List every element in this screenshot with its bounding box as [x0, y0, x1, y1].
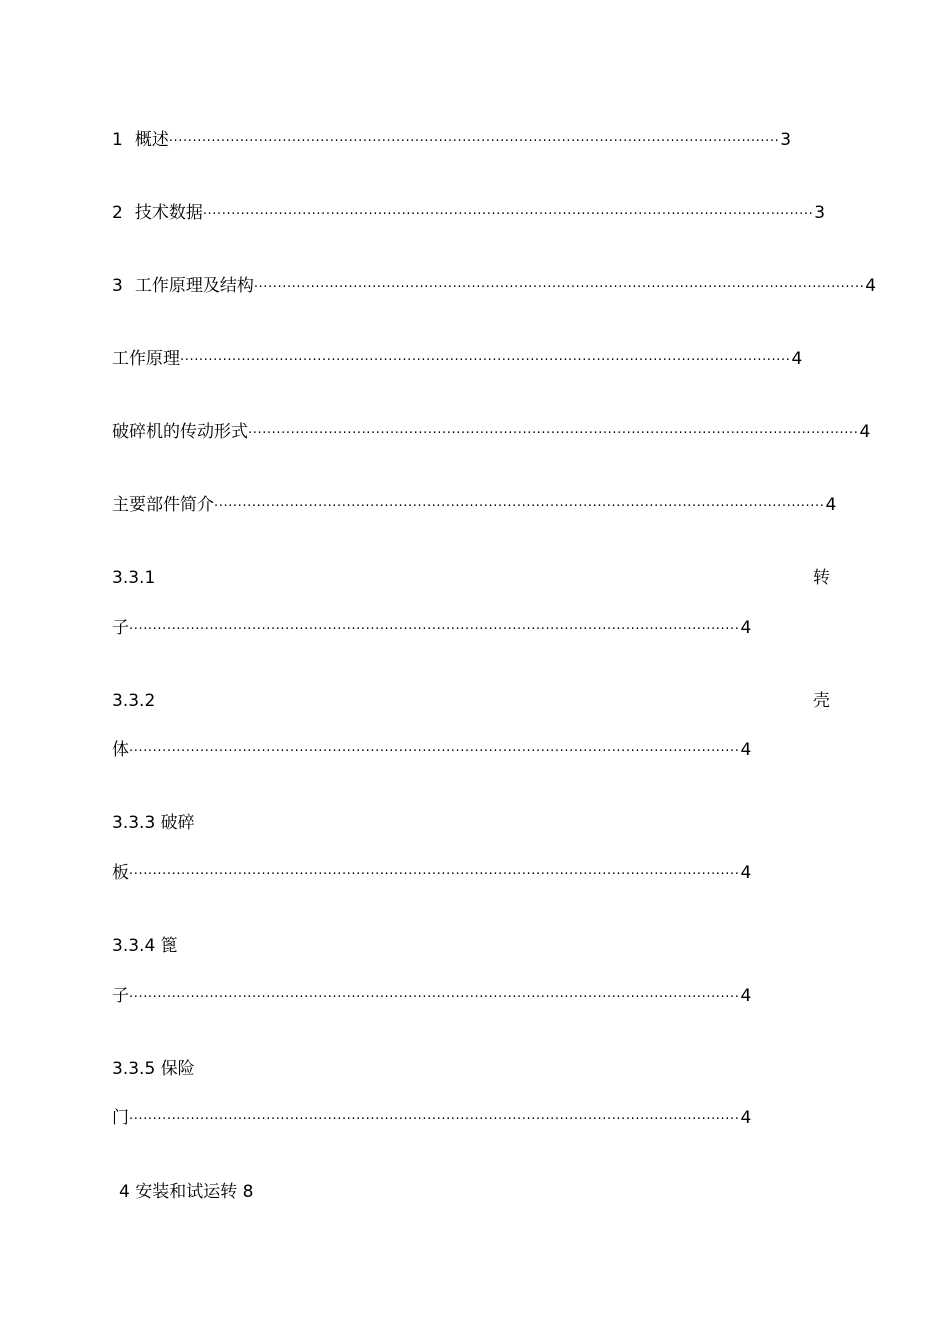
- toc-title: 子: [112, 618, 129, 638]
- toc-title: 子: [112, 986, 129, 1006]
- dot-leader: ·································································································································: [248, 426, 859, 441]
- toc-sub-title-tail: 壳: [813, 691, 830, 711]
- toc-entry-3-3-1[interactable]: [112, 616, 752, 640]
- toc-page-number: 4: [740, 740, 752, 760]
- dot-leader: ·································································································································: [129, 622, 740, 637]
- toc-entry-3-3-5[interactable]: [112, 1106, 752, 1130]
- dot-leader: ·································································································································: [180, 353, 791, 368]
- dot-leader: ·································································································································: [214, 499, 825, 514]
- dot-leader: ·································································································································: [129, 1112, 740, 1127]
- dot-leader: ·································································································································: [129, 990, 740, 1005]
- toc-number: 3: [112, 276, 123, 296]
- toc-entry-main-parts[interactable]: [112, 493, 837, 517]
- toc-page-number: 3: [780, 130, 792, 150]
- toc-title: 破碎机的传动形式: [112, 422, 248, 442]
- toc-entry-3[interactable]: [112, 274, 877, 298]
- toc-entry-transmission[interactable]: [112, 420, 871, 444]
- dot-leader: ·································································································································: [129, 867, 740, 882]
- toc-entry-1[interactable]: [112, 128, 792, 152]
- toc-sub-number: 3.3.4 篦: [112, 936, 178, 956]
- dot-leader: ·································································································································: [253, 280, 865, 295]
- toc-entry-working-principle[interactable]: [112, 347, 803, 371]
- toc-title: 主要部件简介: [112, 495, 214, 515]
- toc-sub-number: 3.3.5 保险: [112, 1059, 195, 1079]
- toc-page-number: 3: [814, 203, 826, 223]
- toc-title: 概述: [134, 130, 169, 150]
- toc-page-number: 4: [740, 618, 752, 638]
- toc-entry-4[interactable]: 4 安装和试运转 8: [119, 1182, 254, 1202]
- toc-title: 板: [112, 863, 129, 883]
- toc-page-number: 4: [740, 863, 752, 883]
- dot-leader: ·································································································································: [168, 134, 780, 149]
- toc-title: 门: [112, 1108, 129, 1128]
- toc-page-number: 4: [791, 349, 803, 369]
- dot-leader: ·································································································································: [202, 207, 814, 222]
- toc-sub-number: 3.3.2: [112, 691, 156, 711]
- dot-leader: ·································································································································: [129, 744, 740, 759]
- toc-title: 工作原理: [112, 349, 180, 369]
- toc-page-number: 4: [859, 422, 871, 442]
- toc-entry-2[interactable]: [112, 201, 826, 225]
- toc-number: 2: [112, 203, 123, 223]
- toc-title: 体: [112, 740, 129, 760]
- toc-entry-3-3-2[interactable]: [112, 738, 752, 762]
- toc-sub-title-tail: 转: [813, 568, 830, 588]
- toc-title: 工作原理及结构: [134, 276, 254, 296]
- toc-page-number: 4: [740, 1108, 752, 1128]
- toc-sub-number: 3.3.3 破碎: [112, 813, 195, 833]
- toc-number: 1: [112, 130, 123, 150]
- toc-page-number: 4: [825, 495, 837, 515]
- toc-sub-number: 3.3.1: [112, 568, 156, 588]
- toc-page-number: 4: [740, 986, 752, 1006]
- toc-entry-3-3-4[interactable]: [112, 984, 752, 1008]
- toc-entry-3-3-3[interactable]: [112, 861, 752, 885]
- toc-page-number: 4: [865, 276, 877, 296]
- toc-title: 技术数据: [134, 203, 203, 223]
